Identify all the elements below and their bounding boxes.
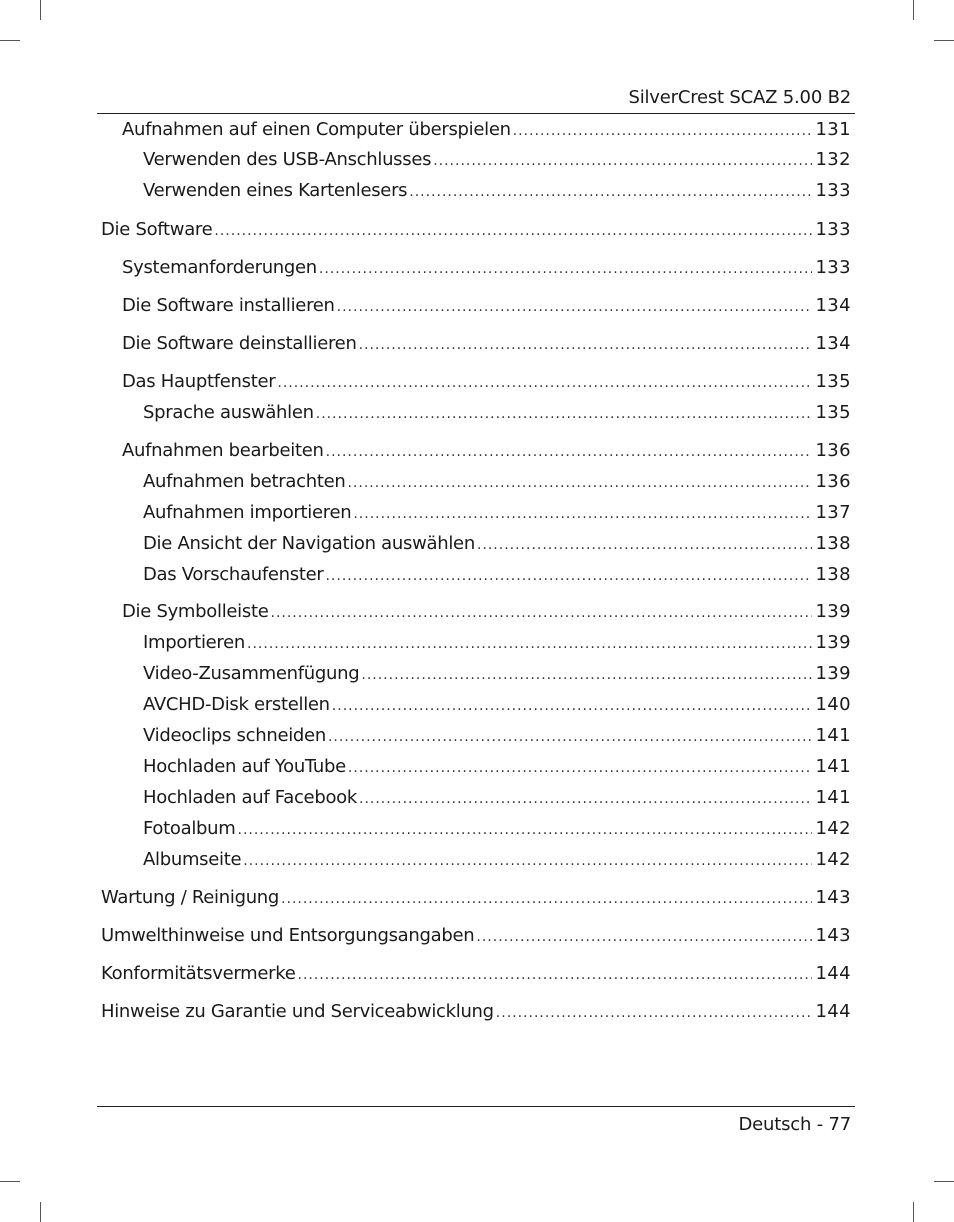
dot-leader: [353, 502, 812, 526]
dot-leader: [359, 333, 813, 357]
crop-mark: [913, 1202, 914, 1222]
dot-leader: [513, 119, 813, 143]
toc-entry-page: 144: [815, 1001, 851, 1022]
toc-entry-title: Hinweise zu Garantie und Serviceabwicklung: [101, 1001, 494, 1022]
crop-mark: [934, 40, 954, 41]
dot-leader: [337, 295, 813, 319]
toc-entry-title: Fotoalbum: [143, 818, 236, 839]
toc-entry-title: Konformitätsvermerke: [101, 963, 296, 984]
toc-entry[interactable]: [122, 600, 851, 625]
toc-entry-page: 139: [815, 632, 851, 653]
toc-entry-page: 143: [815, 887, 851, 908]
crop-mark: [40, 0, 41, 20]
toc-entry[interactable]: [143, 848, 851, 873]
toc-entry-title: Importieren: [143, 632, 246, 653]
toc-entry[interactable]: [101, 886, 851, 911]
dot-leader: [332, 694, 813, 718]
toc-entry[interactable]: [143, 501, 851, 526]
toc-entry-title: Die Symbolleiste: [122, 601, 269, 622]
toc-entry-title: Sprache auswählen: [143, 402, 314, 423]
dot-leader: [361, 663, 812, 687]
toc-entry-page: 137: [815, 502, 851, 523]
toc-entry-title: Aufnahmen betrachten: [143, 471, 346, 492]
toc-entry[interactable]: [122, 118, 851, 143]
toc-entry-page: 135: [815, 402, 851, 423]
dot-leader: [271, 601, 813, 625]
toc-entry-title: Verwenden eines Kartenlesers: [143, 180, 408, 201]
dot-leader: [348, 756, 813, 780]
toc-entry[interactable]: [143, 724, 851, 749]
toc-entry[interactable]: [101, 218, 851, 243]
toc-entry[interactable]: [143, 563, 851, 588]
dot-leader: [277, 371, 812, 395]
dot-leader: [325, 564, 812, 588]
dot-leader: [328, 725, 813, 749]
toc-entry-page: 141: [815, 787, 851, 808]
toc-entry[interactable]: [143, 693, 851, 718]
page-number: Deutsch - 77: [738, 1114, 851, 1135]
dot-leader: [281, 887, 812, 911]
dot-leader: [247, 632, 812, 656]
dot-leader: [359, 787, 812, 811]
dot-leader: [496, 1001, 813, 1025]
dot-leader: [476, 925, 812, 949]
toc-entry-title: Das Vorschaufenster: [143, 564, 324, 585]
crop-mark: [0, 1181, 20, 1182]
toc-entry-page: 132: [815, 149, 851, 170]
toc-entry-page: 136: [815, 471, 851, 492]
toc-entry-page: 142: [815, 849, 851, 870]
toc-entry-title: Die Software: [101, 219, 213, 240]
toc-entry-page: 139: [815, 601, 851, 622]
footer-rule: [97, 1106, 855, 1107]
dot-leader: [409, 180, 812, 204]
toc-entry[interactable]: [101, 1000, 851, 1025]
dot-leader: [347, 471, 812, 495]
toc-entry-page: 135: [815, 371, 851, 392]
toc-entry-title: Videoclips schneiden: [143, 725, 326, 746]
toc-entry-page: 143: [815, 925, 851, 946]
toc-entry[interactable]: [143, 662, 851, 687]
dot-leader: [298, 963, 813, 987]
toc-entry-title: Das Hauptfenster: [122, 371, 276, 392]
toc-entry-title: Aufnahmen bearbeiten: [122, 440, 324, 461]
dot-leader: [214, 219, 812, 243]
toc-entry-title: Umwelthinweise und Entsorgungsangaben: [101, 925, 475, 946]
toc-entry-title: Systemanforderungen: [122, 257, 317, 278]
toc-entry[interactable]: [143, 401, 851, 426]
toc-entry-title: Video-Zusammenfügung: [143, 663, 360, 684]
toc-entry-page: 144: [815, 963, 851, 984]
toc-entry-title: Wartung / Reinigung: [101, 887, 280, 908]
toc-entry-title: Aufnahmen importieren: [143, 502, 352, 523]
toc-entry[interactable]: [143, 786, 851, 811]
dot-leader: [243, 849, 812, 873]
toc-entry-page: 138: [815, 533, 851, 554]
toc-entry-title: AVCHD-Disk erstellen: [143, 694, 330, 715]
dot-leader: [326, 440, 813, 464]
toc-entry[interactable]: [122, 294, 851, 319]
crop-mark: [40, 1202, 41, 1222]
toc-entry[interactable]: [143, 631, 851, 656]
running-header: SilverCrest SCAZ 5.00 B2: [628, 87, 851, 108]
toc-entry[interactable]: [143, 148, 851, 173]
dot-leader: [433, 149, 812, 173]
toc-entry-title: Albumseite: [143, 849, 242, 870]
toc-entry-page: 138: [815, 564, 851, 585]
toc-entry-title: Hochladen auf Facebook: [143, 787, 357, 808]
toc-entry[interactable]: [101, 924, 851, 949]
toc-entry-title: Die Software installieren: [122, 295, 335, 316]
toc-entry-page: 142: [815, 818, 851, 839]
toc-entry-title: Verwenden des USB-Anschlusses: [143, 149, 432, 170]
toc-entry-page: 136: [815, 440, 851, 461]
toc-entry-page: 141: [815, 725, 851, 746]
toc-entry-title: Die Ansicht der Navigation auswählen: [143, 533, 475, 554]
dot-leader: [238, 818, 813, 842]
dot-leader: [319, 257, 813, 281]
toc-entry-page: 134: [815, 333, 851, 354]
toc-entry-title: Die Software deinstallieren: [122, 333, 357, 354]
toc-entry[interactable]: [143, 532, 851, 557]
toc-entry[interactable]: [122, 439, 851, 464]
toc-entry-page: 133: [815, 180, 851, 201]
toc-entry-page: 139: [815, 663, 851, 684]
crop-mark: [913, 0, 914, 20]
toc-entry-page: 140: [815, 694, 851, 715]
toc-entry-page: 131: [815, 119, 851, 140]
toc-entry-title: Hochladen auf YouTube: [143, 756, 346, 777]
header-rule: [97, 113, 855, 114]
crop-mark: [0, 40, 20, 41]
toc-entry-title: Aufnahmen auf einen Computer überspielen: [122, 119, 511, 140]
toc-entry[interactable]: [122, 256, 851, 281]
toc-entry-page: 134: [815, 295, 851, 316]
toc-entry[interactable]: [143, 179, 851, 204]
toc-entry[interactable]: [101, 962, 851, 987]
toc-entry-page: 141: [815, 756, 851, 777]
toc-entry[interactable]: [122, 332, 851, 357]
toc-entry-page: 133: [815, 219, 851, 240]
dot-leader: [477, 533, 813, 557]
toc-entry[interactable]: [122, 370, 851, 395]
crop-mark: [934, 1181, 954, 1182]
dot-leader: [316, 402, 813, 426]
toc-entry[interactable]: [143, 470, 851, 495]
toc-entry-page: 133: [815, 257, 851, 278]
toc-entry[interactable]: [143, 817, 851, 842]
toc-entry[interactable]: [143, 755, 851, 780]
